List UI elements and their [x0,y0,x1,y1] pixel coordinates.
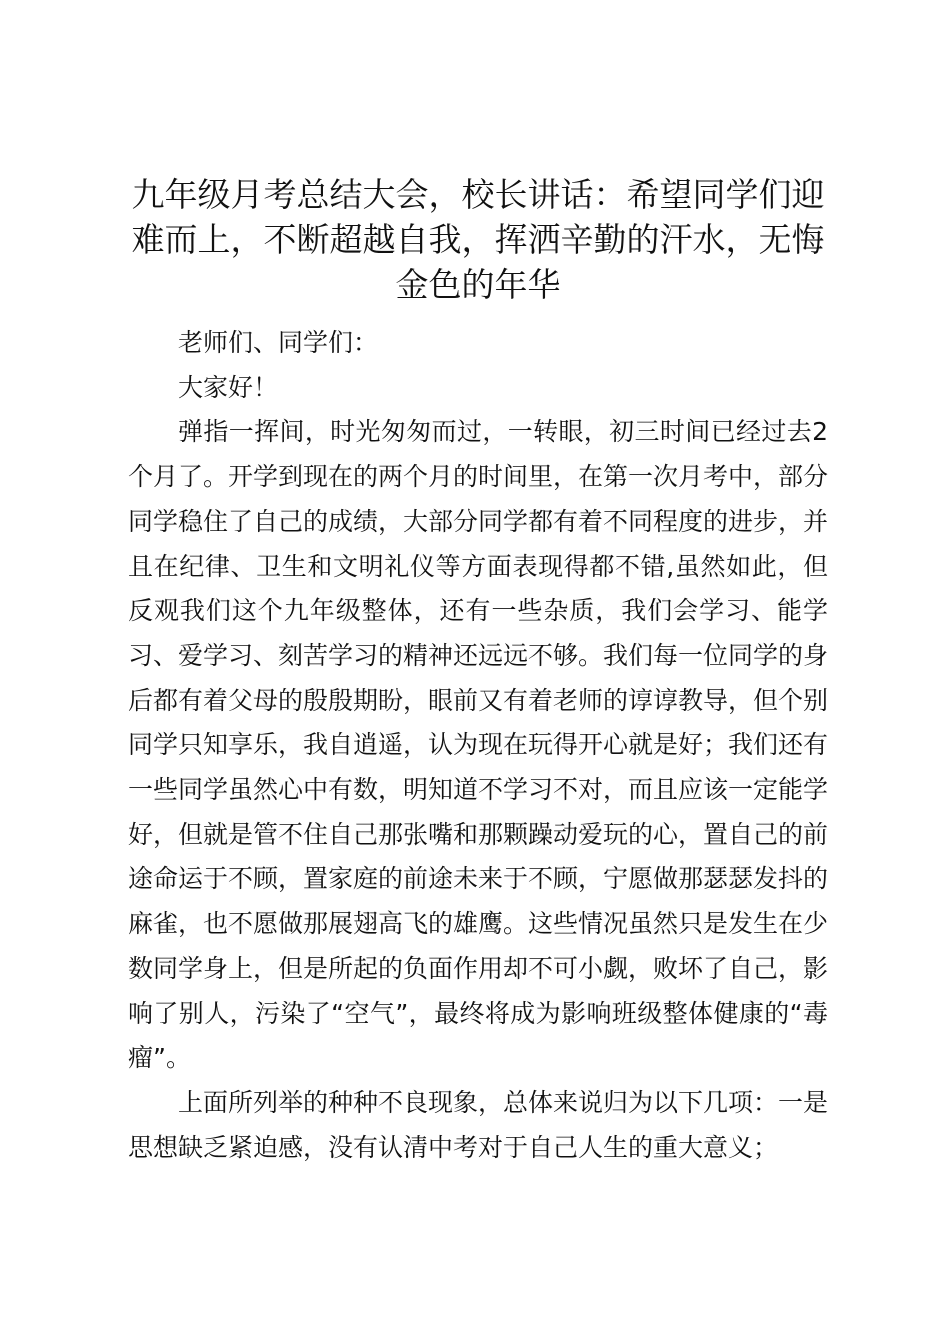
body-paragraph: 弹指一挥间，时光匆匆而过，一转眼，初三时间已经过去2个月了。开学到现在的两个月的时间里，在第一次月考中，部分同学稳住了自己的成绩，大部分同学都有着不同程度的进步，并且在纪律、卫生和文明礼仪等方面表现得都不错,虽然如此，但反观我们这个九年级整体，还有一些杂质，我们会学习、能学习、爱学习、刻苦学习的精神还远远不够。我们每一位同学的身后都有着父母的殷殷期盼，眼前又有着老师的谆谆教导，但个别同学只知享乐，我自逍遥，认为现在玩得开心就是好；我们还有一些同学虽然心中有数，明知道不学习不对，而且应该一定能学好，但就是管不住自己那张嘴和那颗躁动爱玩的心，置自己的前途命运于不顾，置家庭的前途未来于不顾，宁愿做那瑟瑟发抖的麻雀，也不愿做那展翅高飞的雄鹰。这些情况虽然只是发生在少数同学身上，但是所起的负面作用却不可小觑，败坏了自己，影响了别人，污染了“空气”，最终将成为影响班级整体健康的“毒瘤”。 [128,417,829,1073]
document-title: 九年级月考总结大会，校长讲话：希望同学们迎难而上，不断超越自我，挥洒辛勤的汗水，无悔金色的年华 [131,175,825,304]
document-body [128,321,828,1170]
salutation: 老师们、同学们： [178,328,379,357]
document-page [128,172,828,1170]
body-paragraph: 上面所列举的种种不良现象，总体来说归为以下几项：一是思想缺乏紧迫感，没有认清中考对于自己人生的重大意义； [128,1087,829,1162]
greeting: 大家好！ [178,372,279,402]
